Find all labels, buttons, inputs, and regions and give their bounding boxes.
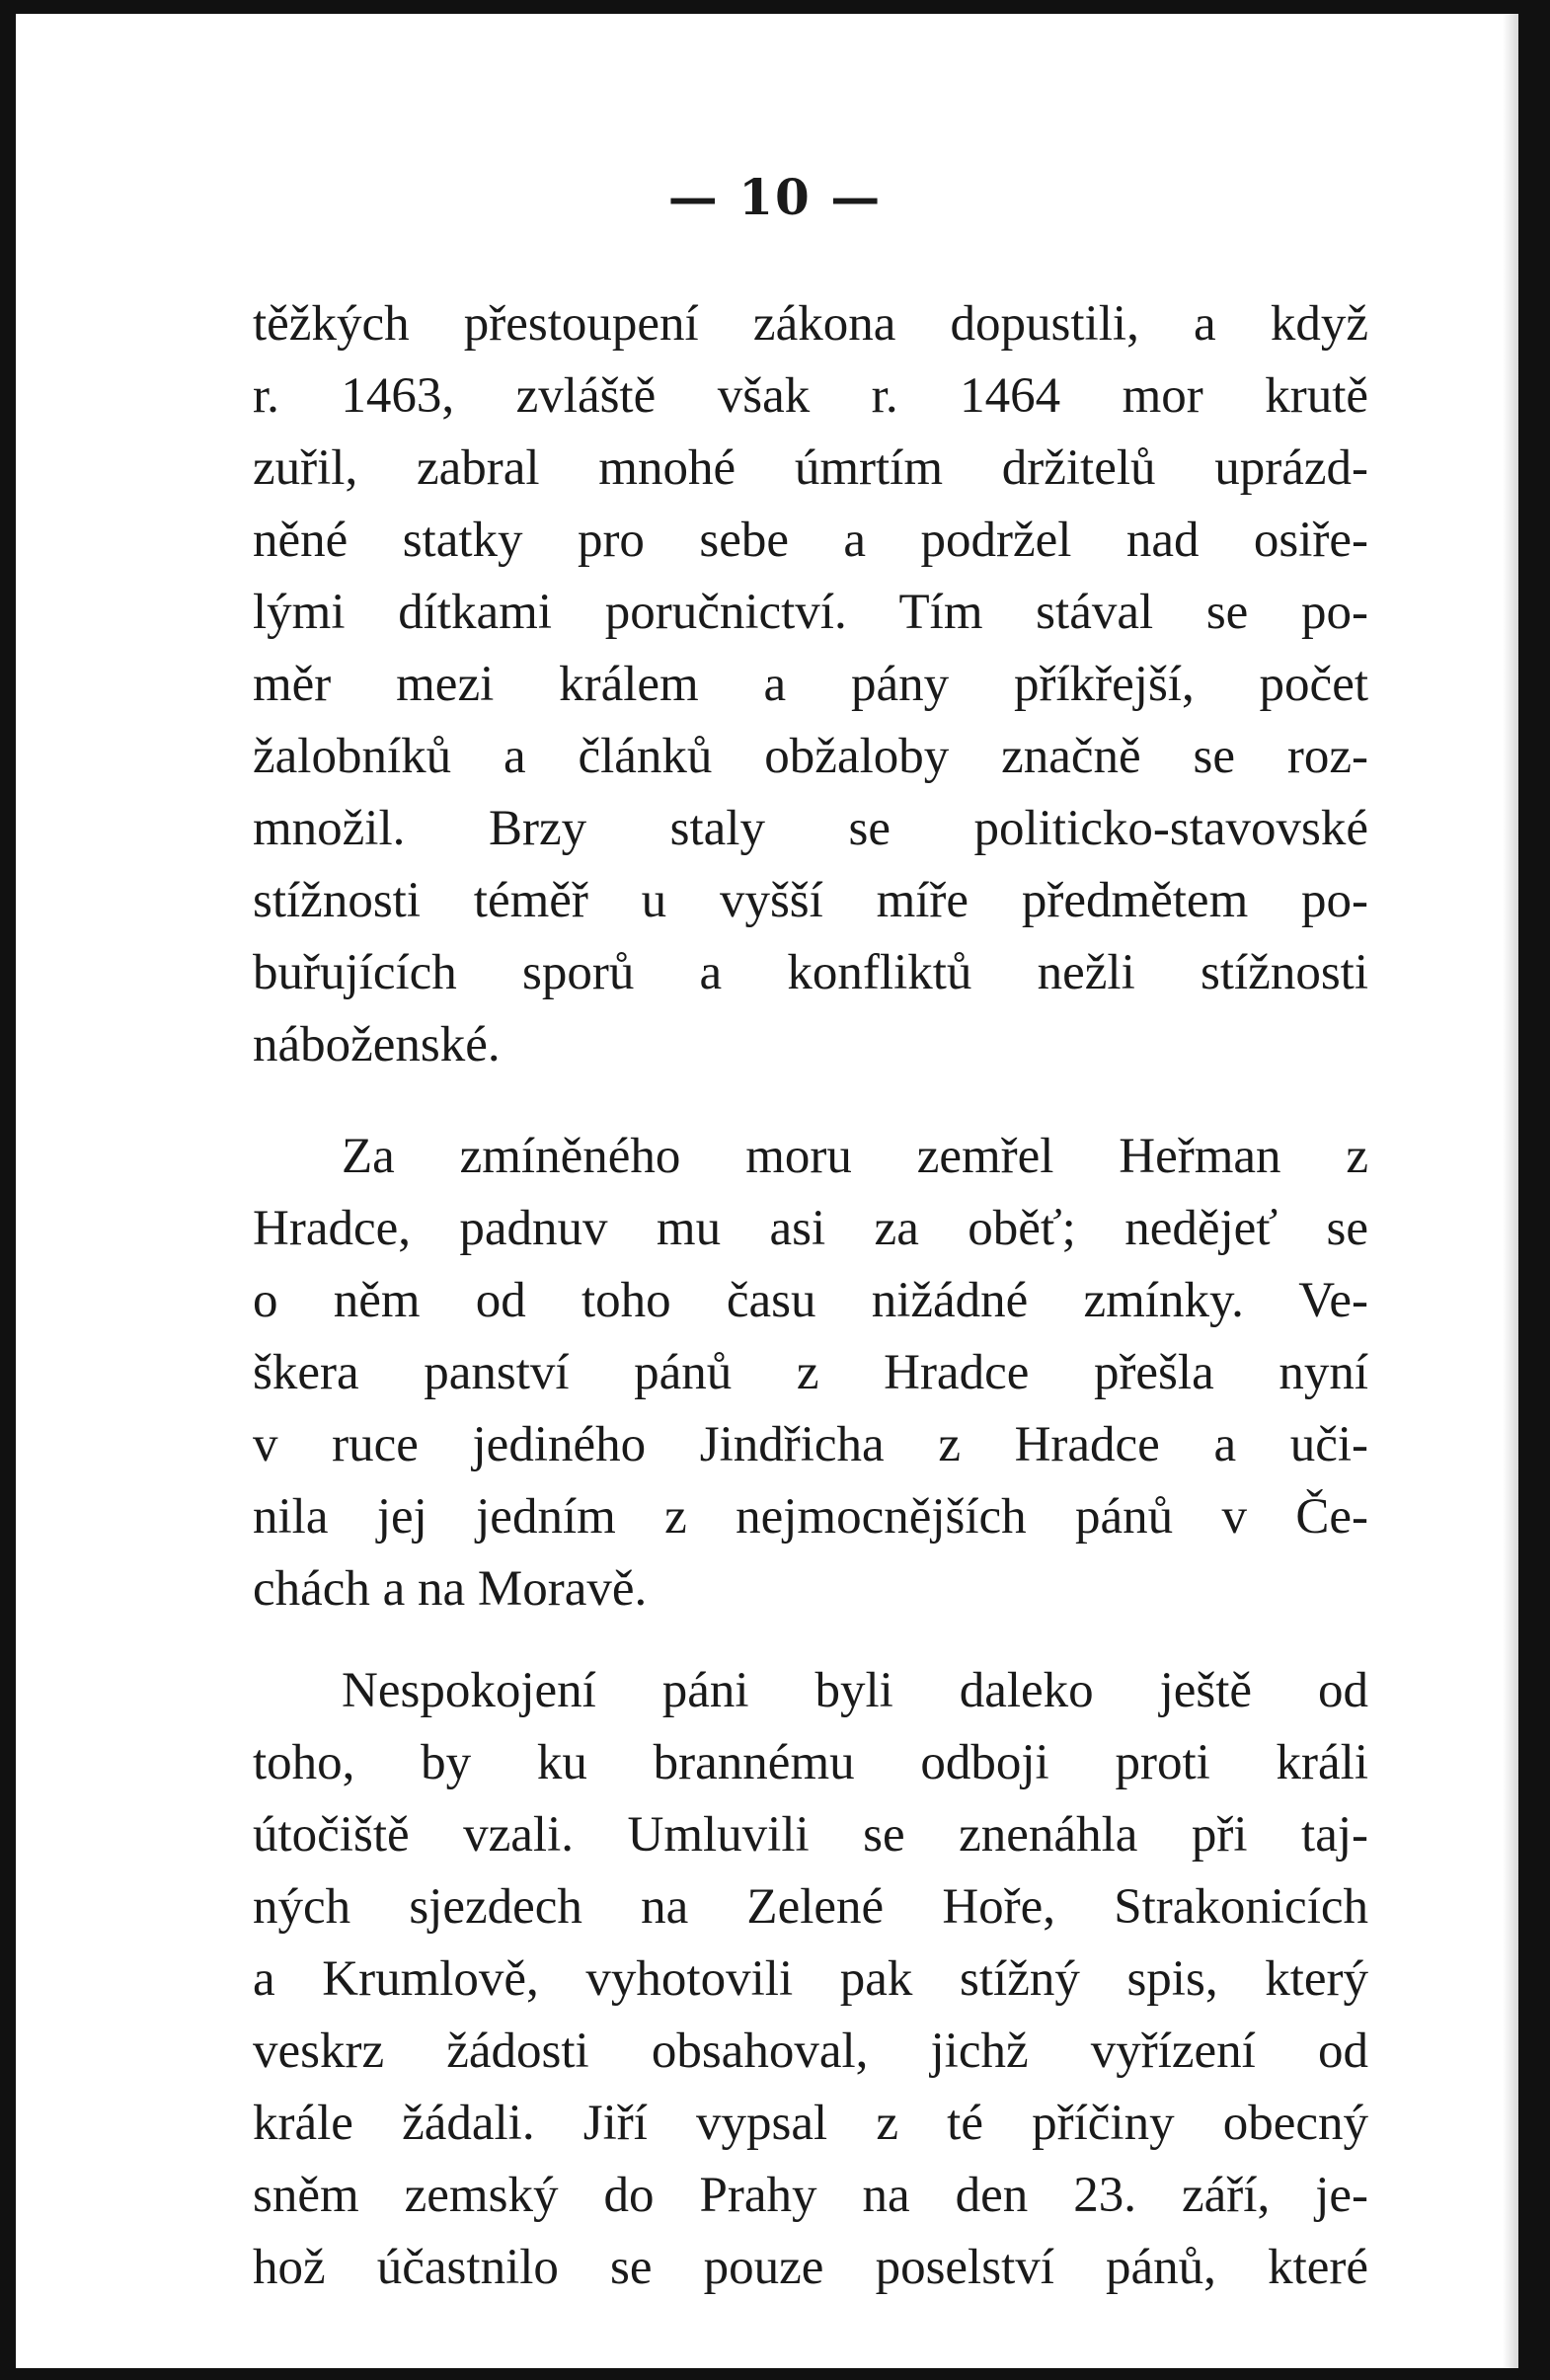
text-line: nila jej jedním z nejmocnějších pánů v Če- (253, 1489, 1368, 1545)
scan-border-left (0, 0, 16, 2380)
text-line: něné statky pro sebe a podržel nad osiře- (253, 513, 1368, 568)
text-line: Nespokojení páni byli daleko ještě od (342, 1663, 1368, 1718)
text-line: sněm zemský do Prahy na den 23. září, je- (253, 2168, 1368, 2223)
scan-border-right (1518, 0, 1550, 2380)
text-line: Hradce, padnuv mu asi za oběť; nedějeť se (253, 1201, 1368, 1256)
paragraph (253, 288, 1368, 1081)
text-line: náboženské. (253, 1017, 501, 1072)
text-line: ných sjezdech na Zelené Hoře, Strakonicích (253, 1879, 1368, 1935)
text-line: žalobníků a článků obžaloby značně se roz- (253, 729, 1368, 784)
text-line: a Krumlově, vyhotovili pak stížný spis, který (253, 1951, 1368, 2007)
page-number: — 10 — (667, 168, 883, 226)
text-line: zuřil, zabral mnohé úmrtím držitelů uprázd- (253, 440, 1368, 496)
scan-border-bottom (0, 2368, 1550, 2380)
text-line: veskrz žádosti obsahoval, jichž vyřízení od (253, 2023, 1368, 2079)
text-line: měr mezi králem a pány příkřejší, počet (253, 657, 1368, 712)
text-line: útočiště vzali. Umluvili se znenáhla při taj- (253, 1807, 1368, 1863)
text-line: Za zmíněného moru zemřel Heřman z (342, 1129, 1368, 1184)
text-line: chách a na Moravě. (253, 1561, 648, 1617)
text-line: buřujících sporů a konfliktů nežli stížnosti (253, 945, 1368, 1000)
text-line: těžkých přestoupení zákona dopustili, a když (253, 296, 1368, 352)
text-line: o něm od toho času nižádné zmínky. Ve- (253, 1273, 1368, 1328)
text-line: hož účastnilo se pouze poselství pánů, které (253, 2240, 1368, 2295)
paragraph (253, 1121, 1368, 1626)
text-line: krále žádali. Jiří vypsal z té příčiny obecný (253, 2096, 1368, 2151)
body-text (253, 288, 1368, 2304)
paragraph (253, 1655, 1368, 2304)
text-line: lými dítkami poručnictví. Tím stával se po- (253, 585, 1368, 640)
page-edge-shadow (1503, 14, 1518, 2368)
text-line: v ruce jediného Jindřicha z Hradce a uči- (253, 1417, 1368, 1472)
text-line: r. 1463, zvláště však r. 1464 mor krutě (253, 368, 1368, 424)
text-line: škera panství pánů z Hradce přešla nyní (253, 1345, 1368, 1400)
text-line: toho, by ku brannému odboji proti králi (253, 1735, 1368, 1790)
text-line: množil. Brzy staly se politicko-stavovské (253, 801, 1368, 856)
scan-border-top (0, 0, 1550, 14)
text-line: stížnosti téměř u vyšší míře předmětem po- (253, 873, 1368, 928)
